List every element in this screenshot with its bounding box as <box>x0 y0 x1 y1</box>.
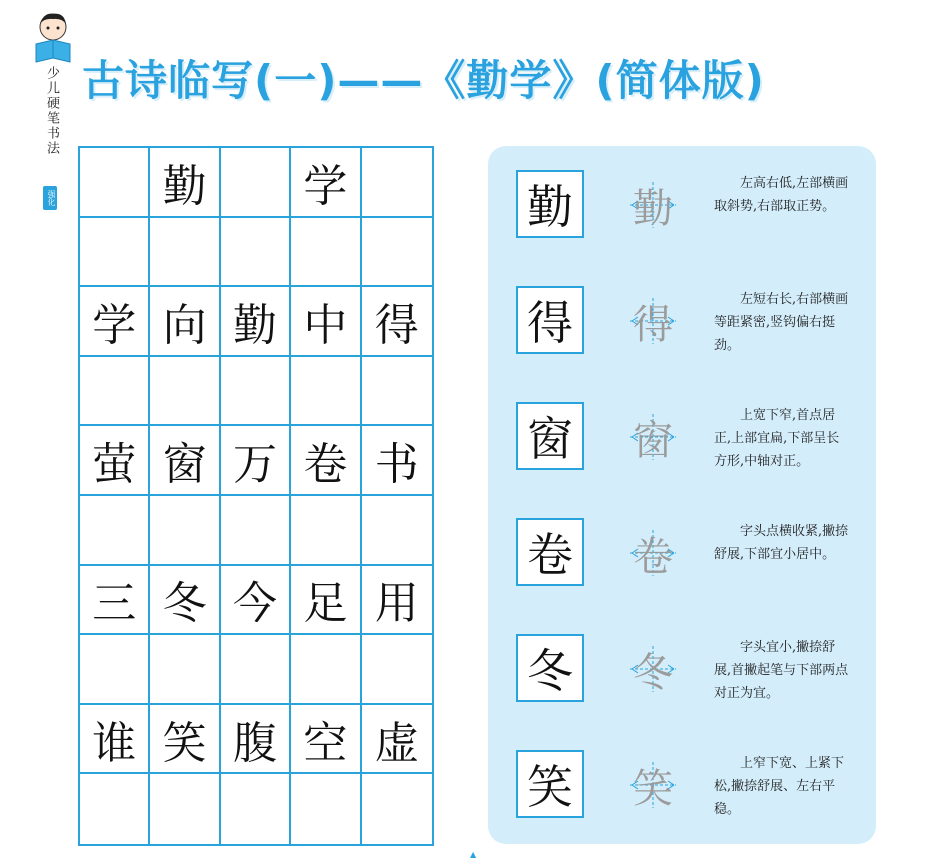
model-character: 笑 <box>516 750 584 818</box>
structure-guide-icon <box>624 524 682 582</box>
model-character: 勤 <box>516 170 584 238</box>
guide-character: 卷 <box>633 533 673 580</box>
grid-cell <box>291 357 361 427</box>
grid-cell <box>362 148 432 218</box>
series-title: 少儿硬笔书法 <box>44 66 59 156</box>
model-character: 窗 <box>516 402 584 470</box>
level-badge: 强化 <box>43 186 57 210</box>
grid-cell: 卷 <box>291 426 361 496</box>
grid-cell: 向 <box>150 287 220 357</box>
structure-description: 上宽下窄,首点居正,上部宜扁,下部呈长方形,中轴对正。 <box>714 408 840 469</box>
grid-cell <box>150 496 220 566</box>
grid-cell <box>221 635 291 705</box>
grid-cell <box>150 218 220 288</box>
grid-cell <box>362 774 432 844</box>
grid-cell: 学 <box>80 287 150 357</box>
grid-cell <box>362 218 432 288</box>
grid-cell: 腹 <box>221 705 291 775</box>
grid-cell: 用 <box>362 566 432 636</box>
grid-cell <box>221 218 291 288</box>
grid-cell: 勤 <box>150 148 220 218</box>
structure-guide-icon <box>624 640 682 698</box>
grid-cell: 空 <box>291 705 361 775</box>
grid-cell: 谁 <box>80 705 150 775</box>
grid-cell: 勤 <box>221 287 291 357</box>
grid-cell <box>80 496 150 566</box>
page-marker-icon: ▲ <box>470 850 477 859</box>
grid-cell: 虚 <box>362 705 432 775</box>
guide-character: 笑 <box>633 765 673 812</box>
grid-cell <box>221 496 291 566</box>
guide-character: 窗 <box>633 417 673 464</box>
grid-cell <box>291 218 361 288</box>
character-analysis-panel <box>488 146 876 844</box>
grid-cell: 学 <box>291 148 361 218</box>
structure-description: 左高右低,左部横画取斜势,右部取正势。 <box>714 176 849 214</box>
structure-description: 左短右长,右部横画等距紧密,竖钩偏右挺劲。 <box>714 292 849 353</box>
grid-cell: 三 <box>80 566 150 636</box>
analysis-row <box>488 146 876 262</box>
grid-cell: 足 <box>291 566 361 636</box>
model-character: 卷 <box>516 518 584 586</box>
structure-guide-icon <box>624 408 682 466</box>
grid-cell: 书 <box>362 426 432 496</box>
reading-child-icon <box>32 10 74 68</box>
grid-cell: 得 <box>362 287 432 357</box>
grid-cell: 中 <box>291 287 361 357</box>
grid-cell <box>221 148 291 218</box>
grid-cell <box>362 357 432 427</box>
grid-cell <box>221 357 291 427</box>
grid-cell <box>362 635 432 705</box>
grid-cell: 萤 <box>80 426 150 496</box>
structure-description: 上窄下宽、上紧下松,撇捺舒展、左右平稳。 <box>714 756 845 817</box>
grid-cell <box>80 218 150 288</box>
structure-guide-icon <box>624 292 682 350</box>
grid-cell <box>80 774 150 844</box>
grid-cell <box>291 774 361 844</box>
grid-cell: 万 <box>221 426 291 496</box>
grid-cell <box>150 357 220 427</box>
structure-description: 字头宜小,撇捺舒展,首撇起笔与下部两点对正为宜。 <box>714 640 849 701</box>
analysis-row <box>488 610 876 726</box>
guide-character: 冬 <box>633 649 673 696</box>
analysis-row <box>488 378 876 494</box>
grid-cell <box>80 148 150 218</box>
analysis-row <box>488 262 876 378</box>
page-title: 古诗临写(一)——《勤学》(简体版) <box>82 56 765 105</box>
analysis-row <box>488 726 876 842</box>
grid-cell <box>150 774 220 844</box>
grid-cell <box>80 635 150 705</box>
structure-description: 字头点横收紧,撇捺舒展,下部宜小居中。 <box>714 524 849 562</box>
grid-cell <box>221 774 291 844</box>
grid-cell <box>291 635 361 705</box>
model-character: 冬 <box>516 634 584 702</box>
guide-character: 得 <box>633 301 673 348</box>
grid-cell: 窗 <box>150 426 220 496</box>
guide-character: 勤 <box>633 185 673 232</box>
grid-cell <box>80 357 150 427</box>
structure-guide-icon <box>624 176 682 234</box>
grid-cell: 今 <box>221 566 291 636</box>
grid-cell <box>291 496 361 566</box>
grid-cell: 笑 <box>150 705 220 775</box>
grid-cell <box>150 635 220 705</box>
grid-cell <box>362 496 432 566</box>
structure-guide-icon <box>624 756 682 814</box>
writing-grid <box>78 146 434 846</box>
model-character: 得 <box>516 286 584 354</box>
analysis-row <box>488 494 876 610</box>
grid-cell: 冬 <box>150 566 220 636</box>
